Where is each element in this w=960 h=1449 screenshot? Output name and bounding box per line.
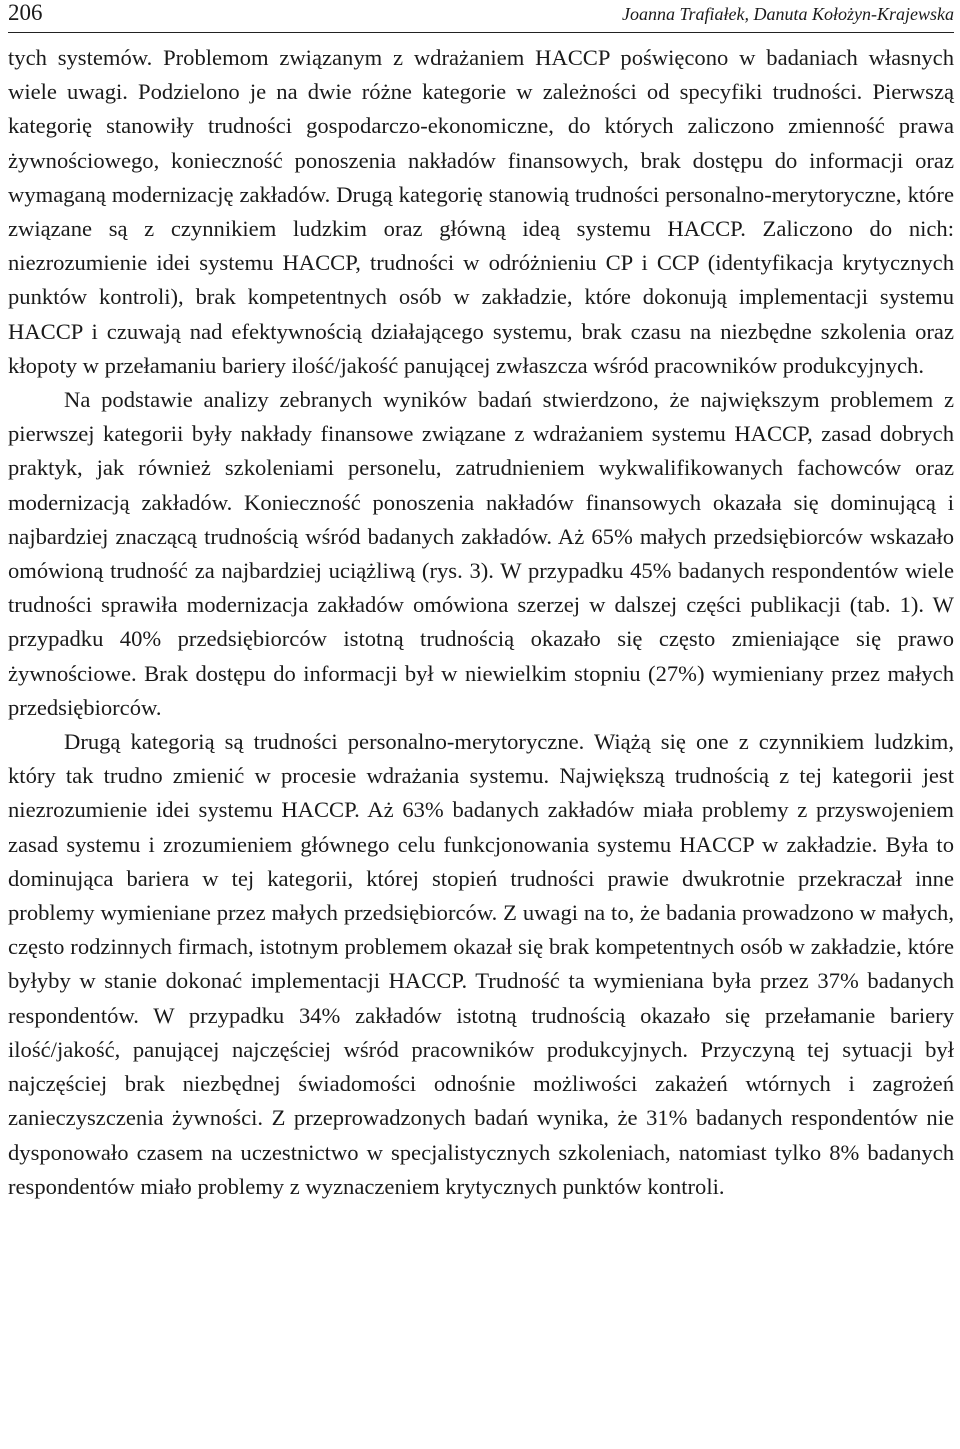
running-header-authors: Joanna Trafiałek, Danuta Kołożyn-Krajewska — [622, 4, 954, 24]
header-rule — [8, 32, 954, 33]
paragraph: Na podstawie analizy zebranych wyników badań stwierdzono, że największym problemem z pierwszej kategorii były nakłady finansowe związane z wdrażaniem systemu HACCP, zasad dobrych praktyk, jak również szkoleniami personelu, zatrudnieniem wykwalifikowanych fachowców oraz modernizacją zakładów. Konieczność ponoszenia nakładów finansowych okazała się dominującą i najbardziej znaczącą trudnością wśród badanych zakładów. Aż 65% małych przedsiębiorców wskazało omówioną trudność za najbardziej uciążliwą (rys. 3). W przypadku 45% badanych respondentów wiele trudności sprawiła modernizacja zakładów omówiona szerzej w dalszej części publikacji (tab. 1). W przypadku 40% przedsiębiorców istotną trudnością okazało się często zmieniające się prawo żywnościowe. Brak dostępu do informacji był w niewielkim stopniu (27%) wymieniany przez małych przedsiębiorców. — [8, 387, 954, 720]
running-header — [8, 0, 954, 30]
page-number: 206 — [8, 0, 43, 25]
paragraph: Drugą kategorią są trudności personalno-merytoryczne. Wiążą się one z czynnikiem ludzkim, który tak trudno zmienić w procesie wdrażania systemu. Największą trudnością z tej kategorii jest niezrozumienie idei systemu HACCP. Aż 63% badanych zakładów miała problemy z przyswojeniem zasad systemu i zrozumieniem głównego celu funkcjonowania systemu HACCP w zakładzie. Była to dominująca bariera w tej kategorii, której stopień trudności prawie dwukrotnie przekraczał inne problemy wymieniane przez małych przedsiębiorców. Z uwagi na to, że badania prowadzono w małych, często rodzinnych firmach, istotnym problemem okazał się brak kompetentnych osób w zakładzie, które byłyby w stanie dokonać implementacji HACCP. Trudność ta wymieniana była przez 37% badanych respondentów. W przypadku 34% zakładów istotną trudnością okazało się przełamanie bariery ilość/jakość, panującej najczęściej wśród pracowników produkcyjnych. Przyczyną tej sytuacji był najczęściej brak niezbędnej świadomości odnośnie możliwości zakażeń wtórnych i zagrożeń zanieczyszczenia żywności. Z przeprowadzonych badań wynika, że 31% badanych respondentów nie dysponowało czasem na uczestnictwo w specjalistycznych szkoleniach, natomiast tylko 8% badanych respondentów miało problemy z wyznaczeniem krytycznych punktów kontroli. — [8, 729, 954, 1199]
paragraph: tych systemów. Problemom związanym z wdrażaniem HACCP poświęcono w badaniach własnych wiele uwagi. Podzielono je na dwie różne kategorie w zależności od specyfiki trudności. Pierwszą kategorię stanowiły trudności gospodarczo-ekonomiczne, do których zaliczono zmienność prawa żywnościowego, konieczność ponoszenia nakładów finansowych, brak dostępu do informacji oraz wymaganą modernizację zakładów. Drugą kategorię stanowią trudności personalno-merytoryczne, które związane są z czynnikiem ludzkim oraz główną ideą systemu HACCP. Zaliczono do nich: niezrozumienie idei systemu HACCP, trudności w odróżnieniu CP i CCP (identyfikacja krytycznych punktów kontroli), brak kompetentnych osób w zakładzie, które dokonują implementacji systemu HACCP i czuwają nad efektywnością działającego systemu, brak czasu na niezbędne szkolenia oraz kłopoty w przełamaniu bariery ilość/jakość panującej zwłaszcza wśród pracowników produkcyjnych. — [8, 45, 954, 378]
body-text — [8, 41, 954, 1204]
